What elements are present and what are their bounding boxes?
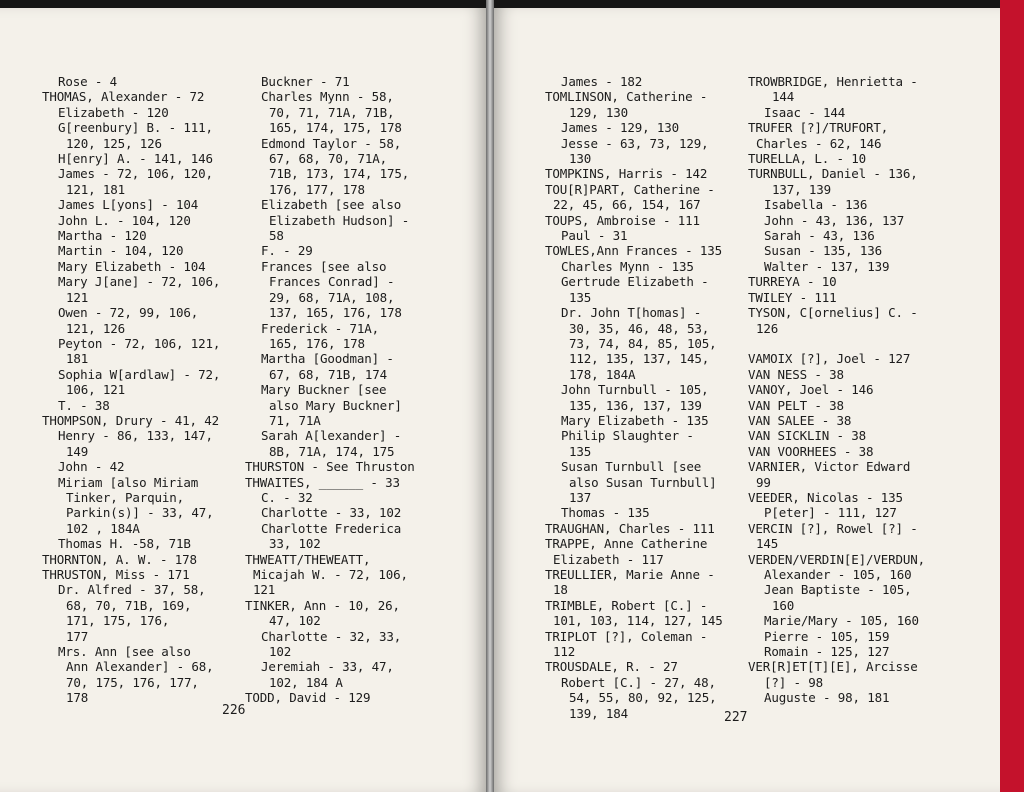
index-subentry: 139, 184 <box>569 705 629 721</box>
index-column-right <box>245 74 415 706</box>
index-subentry: Thomas - 135 <box>561 505 650 521</box>
index-subentry: 160 <box>772 597 795 613</box>
index-subentry: Auguste - 98, 181 <box>764 690 890 706</box>
index-heading-entry: VAMOIX [?], Joel - 127 <box>748 351 911 367</box>
index-subentry: 130 <box>569 151 592 167</box>
index-heading-entry: TRIMBLE, Robert [C.] - <box>545 597 708 613</box>
index-subentry: 129, 130 <box>569 104 629 120</box>
index-heading-entry: TOWLES,Ann Frances - 135 <box>545 243 723 259</box>
index-subentry: Micajah W. - 72, 106, <box>253 567 408 582</box>
index-subentry: Mary J[ane] - 72, 106, <box>58 274 221 290</box>
index-subentry: 135 <box>569 443 592 459</box>
index-subentry: 29, 68, 71A, 108, <box>269 289 395 305</box>
index-column-right <box>748 74 925 706</box>
index-subentry: 102 , 184A <box>66 520 140 536</box>
index-column-left <box>545 74 723 721</box>
index-subentry: Elizabeth Hudson] - <box>269 212 410 228</box>
page-number: 227 <box>724 710 748 725</box>
index-heading-entry: TRAPPE, Anne Catherine <box>545 536 708 552</box>
index-subentry: Walter - 137, 139 <box>764 258 890 274</box>
index-subentry: Martin - 104, 120 <box>58 243 184 259</box>
index-subentry: Alexander - 105, 160 <box>764 567 912 582</box>
index-subentry: Charles - 62, 146 <box>756 135 882 151</box>
index-heading-entry: VARNIER, Victor Edward <box>748 459 911 475</box>
index-heading-entry: VERDEN/VERDIN[E]/VERDUN, <box>748 551 926 567</box>
index-subentry: Jesse - 63, 73, 129, <box>561 135 709 151</box>
index-heading-entry: TWILEY - 111 <box>748 289 837 305</box>
index-heading-entry: TRAUGHAN, Charles - 111 <box>545 520 715 536</box>
index-subentry: Martha [Goodman] - <box>261 351 394 367</box>
index-subentry: 67, 68, 71B, 174 <box>269 366 388 382</box>
index-heading-entry <box>748 336 925 351</box>
index-subentry: Thomas H. -58, 71B <box>58 536 191 552</box>
index-subentry: Sarah A[lexander] - <box>261 428 402 444</box>
index-subentry: 33, 102 <box>269 536 321 552</box>
index-subentry: 71, 71A <box>269 412 321 428</box>
index-subentry: Frances Conrad] - <box>269 274 395 290</box>
index-subentry: 70, 175, 176, 177, <box>66 674 199 690</box>
index-subentry: Susan - 135, 136 <box>764 243 883 259</box>
index-subentry: Gertrude Elizabeth - <box>561 274 709 290</box>
index-subentry: F. - 29 <box>261 243 313 259</box>
index-subentry: 112 <box>553 644 576 660</box>
index-heading-entry: VAN SICKLIN - 38 <box>748 428 867 444</box>
index-subentry: Frances [see also <box>261 258 387 274</box>
index-subentry: 165, 176, 178 <box>269 335 365 351</box>
index-subentry: Dr. John T[homas] - <box>561 305 702 321</box>
index-subentry: Charlotte Frederica <box>261 520 402 536</box>
index-heading-entry: THURSTON - See Thruston <box>245 459 415 475</box>
index-subentry: Susan Turnbull [see <box>561 459 702 475</box>
index-subentry: 68, 70, 71B, 169, <box>66 597 192 613</box>
index-heading-entry: THOMAS, Alexander - 72 <box>42 89 205 105</box>
index-subentry: 137, 165, 176, 178 <box>269 305 402 321</box>
index-subentry: 181 <box>66 351 89 367</box>
index-subentry: James - 129, 130 <box>561 120 680 136</box>
index-subentry: Peyton - 72, 106, 121, <box>58 335 221 351</box>
index-subentry: 178, 184A <box>569 366 636 382</box>
index-heading-entry: TROWBRIDGE, Henrietta - <box>748 74 918 89</box>
index-heading-entry: TOMPKINS, Harris - 142 <box>545 166 708 182</box>
index-subentry: Pierre - 105, 159 <box>764 628 890 644</box>
index-subentry: John - 43, 136, 137 <box>764 212 905 228</box>
index-subentry: 137, 139 <box>772 181 832 197</box>
index-subentry: James L[yons] - 104 <box>58 197 199 213</box>
index-heading-entry: THWEATT/THEWEATT, <box>245 551 371 567</box>
index-subentry: Owen - 72, 99, 106, <box>58 305 199 321</box>
index-heading-entry: VANOY, Joel - 146 <box>748 382 874 398</box>
index-subentry: John - 42 <box>58 459 125 475</box>
index-subentry: 177 <box>66 628 89 644</box>
index-subentry: 137 <box>569 489 592 505</box>
index-subentry: Marie/Mary - 105, 160 <box>764 613 919 629</box>
index-subentry: Henry - 86, 133, 147, <box>58 428 213 444</box>
index-subentry: 54, 55, 80, 92, 125, <box>569 690 717 706</box>
index-heading-entry: VAN VOORHEES - 38 <box>748 443 874 459</box>
index-heading-entry: TURREYA - 10 <box>748 274 837 290</box>
index-heading-entry: VAN PELT - 38 <box>748 397 844 413</box>
index-subentry: Rose - 4 <box>58 74 118 89</box>
index-subentry: 121 <box>253 582 276 598</box>
index-heading-entry: TRUFER [?]/TRUFORT, <box>748 120 889 136</box>
index-heading-entry: TINKER, Ann - 10, 26, <box>245 597 400 613</box>
index-subentry: Dr. Alfred - 37, 58, <box>58 582 206 598</box>
index-subentry: 121, 181 <box>66 181 126 197</box>
index-subentry: 121 <box>66 289 89 305</box>
index-subentry: Elizabeth - 117 <box>553 551 664 567</box>
index-subentry: Martha - 120 <box>58 228 147 244</box>
index-subentry: Mary Buckner [see <box>261 382 387 398</box>
index-subentry: also Mary Buckner] <box>269 397 402 413</box>
scan-top-edge <box>0 0 1000 8</box>
index-subentry: 70, 71, 71A, 71B, <box>269 104 395 120</box>
index-subentry: 176, 177, 178 <box>269 181 365 197</box>
index-heading-entry: TURELLA, L. - 10 <box>748 151 867 167</box>
index-heading-entry: VER[R]ET[T][E], Arcisse <box>748 659 918 675</box>
index-subentry: Philip Slaughter - <box>561 428 694 444</box>
index-subentry: 47, 102 <box>269 613 321 629</box>
index-subentry: Elizabeth - 120 <box>58 104 169 120</box>
index-subentry: [?] - 98 <box>764 674 824 690</box>
index-subentry: Jeremiah - 33, 47, <box>261 659 394 675</box>
index-subentry: John L. - 104, 120 <box>58 212 191 228</box>
index-heading-entry: VEEDER, Nicolas - 135 <box>748 489 903 505</box>
index-subentry: 102, 184 A <box>269 674 343 690</box>
index-heading-entry: TOU[R]PART, Catherine - <box>545 181 715 197</box>
index-subentry: James - 72, 106, 120, <box>58 166 213 182</box>
index-subentry: also Susan Turnbull] <box>569 474 717 490</box>
index-subentry: Paul - 31 <box>561 228 628 244</box>
index-subentry: Charles Mynn - 135 <box>561 258 694 274</box>
index-subentry: Isaac - 144 <box>764 104 846 120</box>
index-heading-entry: TOUPS, Ambroise - 111 <box>545 212 700 228</box>
index-subentry: Miriam [also Miriam <box>58 474 199 490</box>
index-subentry: 135, 136, 137, 139 <box>569 397 702 413</box>
index-subentry: 67, 68, 70, 71A, <box>269 151 388 167</box>
index-subentry: 58 <box>269 228 284 244</box>
index-subentry: 126 <box>756 320 779 336</box>
index-subentry: 171, 175, 176, <box>66 613 170 629</box>
index-heading-entry: TURNBULL, Daniel - 136, <box>748 166 918 182</box>
index-subentry: Isabella - 136 <box>764 197 868 213</box>
index-subentry: 102 <box>269 644 292 660</box>
index-heading-entry: TROUSDALE, R. - 27 <box>545 659 678 675</box>
index-subentry: Charlotte - 33, 102 <box>261 505 402 521</box>
index-subentry: 149 <box>66 443 89 459</box>
index-subentry: 165, 174, 175, 178 <box>269 120 402 136</box>
right-page <box>494 8 1000 792</box>
index-subentry: 73, 74, 84, 85, 105, <box>569 335 717 351</box>
index-heading-entry: VAN SALEE - 38 <box>748 412 852 428</box>
index-heading-entry: THORNTON, A. W. - 178 <box>42 551 197 567</box>
index-subentry: Romain - 125, 127 <box>764 644 890 660</box>
index-subentry: 22, 45, 66, 154, 167 <box>553 197 701 213</box>
index-subentry: Sarah - 43, 136 <box>764 228 875 244</box>
book-cover-edge <box>1000 0 1024 792</box>
index-subentry: G[reenbury] B. - 111, <box>58 120 213 136</box>
index-heading-entry: THOMPSON, Drury - 41, 42 <box>42 412 220 428</box>
index-heading-entry: VERCIN [?], Rowel [?] - <box>748 520 918 536</box>
index-subentry: 106, 121 <box>66 382 126 398</box>
index-subentry: 144 <box>772 89 795 105</box>
index-subentry: 135 <box>569 289 592 305</box>
left-page <box>0 8 486 792</box>
index-heading-entry: TYSON, C[ornelius] C. - <box>748 305 918 321</box>
index-heading-entry: TREULLIER, Marie Anne - <box>545 567 715 582</box>
index-subentry: Charles Mynn - 58, <box>261 89 394 105</box>
index-subentry: John Turnbull - 105, <box>561 382 709 398</box>
index-subentry: James - 182 <box>561 74 643 89</box>
page-number: 226 <box>222 703 246 718</box>
index-subentry: 112, 135, 137, 145, <box>569 351 710 367</box>
index-subentry: 8B, 71A, 174, 175 <box>269 443 395 459</box>
index-subentry: Ann Alexander] - 68, <box>66 659 214 675</box>
index-column-left <box>42 74 220 706</box>
index-subentry: Charlotte - 32, 33, <box>261 628 402 644</box>
index-subentry: Mary Elizabeth - 104 <box>58 258 206 274</box>
index-heading-entry: TODD, David - 129 <box>245 690 371 706</box>
index-subentry: T. - 38 <box>58 397 110 413</box>
index-subentry: Parkin(s)] - 33, 47, <box>66 505 214 521</box>
index-subentry: 101, 103, 114, 127, 145 <box>553 613 723 629</box>
index-subentry: Robert [C.] - 27, 48, <box>561 674 716 690</box>
index-subentry: 71B, 173, 174, 175, <box>269 166 410 182</box>
index-subentry: Elizabeth [see also <box>261 197 402 213</box>
index-subentry: C. - 32 <box>261 489 313 505</box>
index-subentry: Frederick - 71A, <box>261 320 380 336</box>
index-subentry: Mary Elizabeth - 135 <box>561 412 709 428</box>
index-heading-entry: THRUSTON, Miss - 171 <box>42 567 190 582</box>
index-subentry: 121, 126 <box>66 320 126 336</box>
index-heading-entry: VAN NESS - 38 <box>748 366 844 382</box>
index-heading-entry: TRIPLOT [?], Coleman - <box>545 628 708 644</box>
index-subentry: Buckner - 71 <box>261 74 350 89</box>
index-subentry: 178 <box>66 690 89 706</box>
index-subentry: H[enry] A. - 141, 146 <box>58 151 213 167</box>
book-spine-gutter <box>486 0 494 792</box>
index-subentry: Sophia W[ardlaw] - 72, <box>58 366 221 382</box>
index-heading-entry: TOMLINSON, Catherine - <box>545 89 708 105</box>
index-subentry: Tinker, Parquin, <box>66 489 185 505</box>
index-subentry: 18 <box>553 582 568 598</box>
index-subentry: Jean Baptiste - 105, <box>764 582 912 598</box>
index-subentry: Mrs. Ann [see also <box>58 644 191 660</box>
index-heading-entry: THWAITES, ______ - 33 <box>245 474 400 490</box>
index-subentry: P[eter] - 111, 127 <box>764 505 897 521</box>
index-subentry: Edmond Taylor - 58, <box>261 135 402 151</box>
index-subentry: 120, 125, 126 <box>66 135 162 151</box>
index-subentry: 145 <box>756 536 779 552</box>
index-subentry: 30, 35, 46, 48, 53, <box>569 320 710 336</box>
index-subentry: 99 <box>756 474 771 490</box>
